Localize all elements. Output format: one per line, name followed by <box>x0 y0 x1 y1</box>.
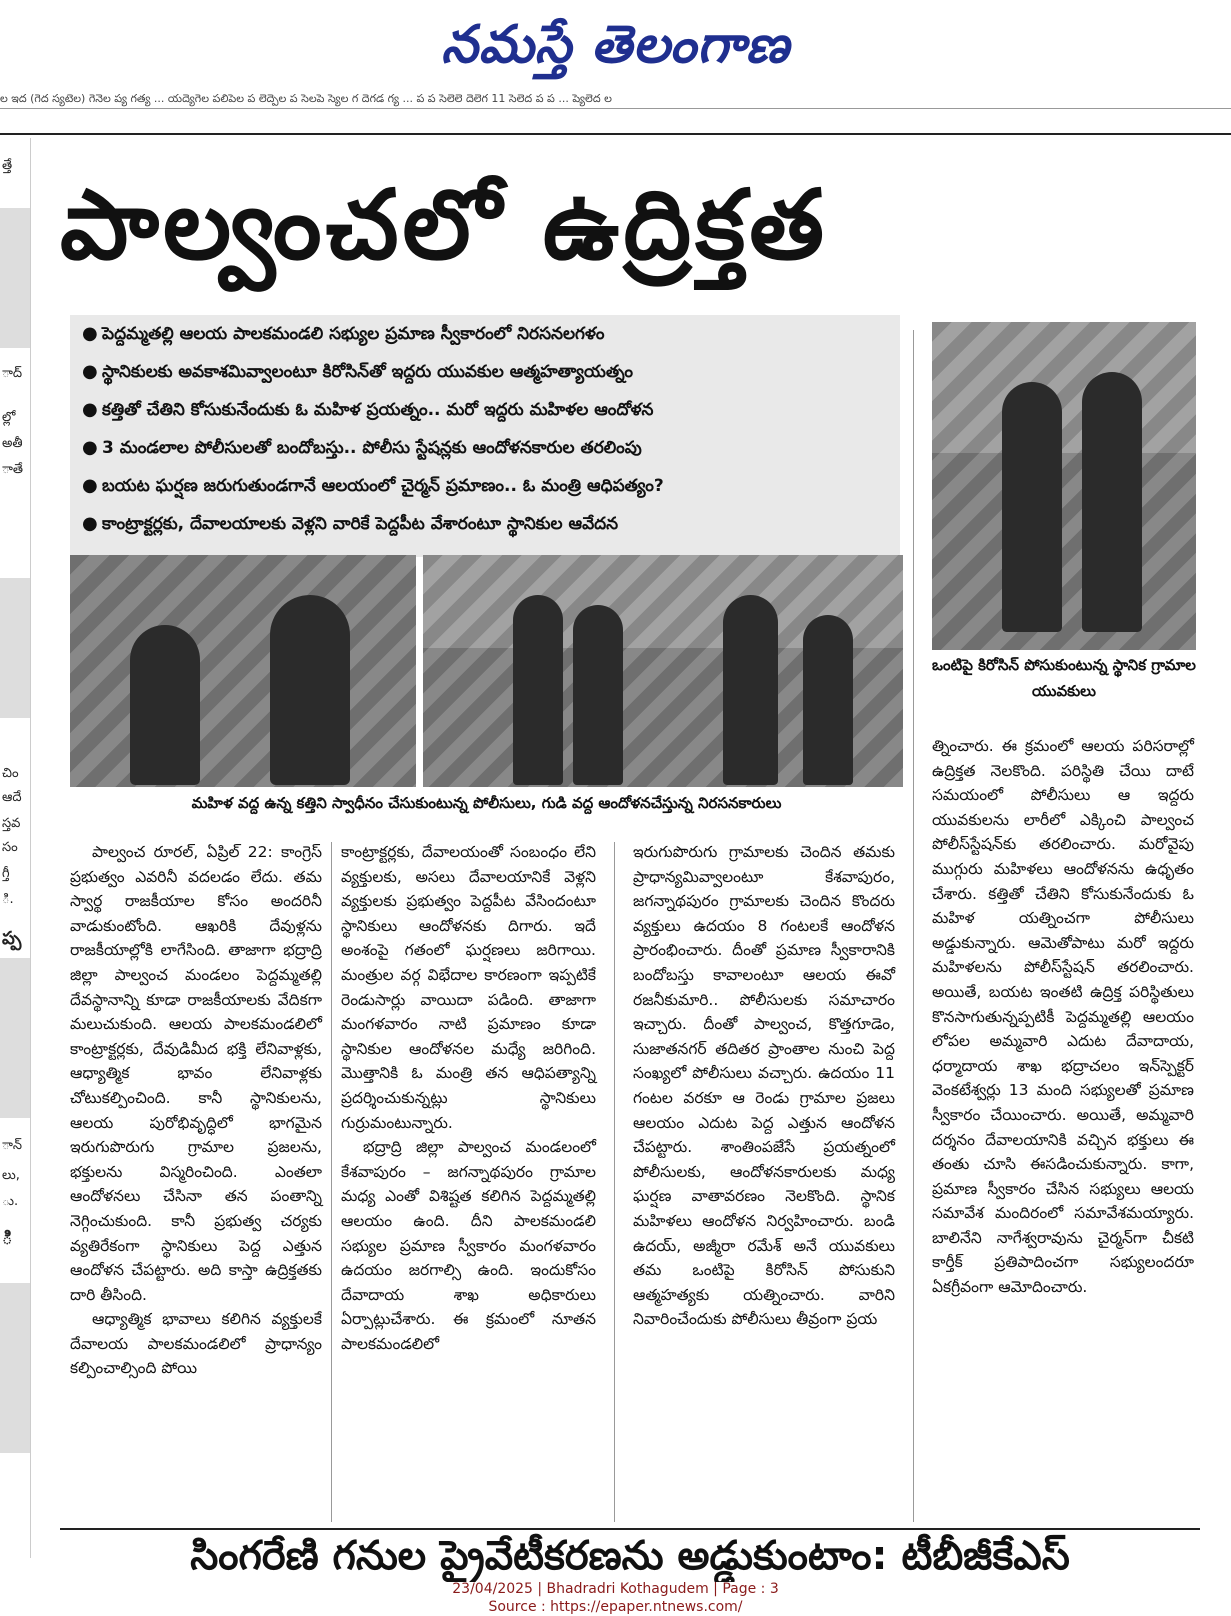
left-snippet: ు. <box>2 1194 19 1209</box>
photo-figure <box>573 605 623 785</box>
column-divider <box>913 330 914 1522</box>
highlight-item <box>70 391 900 429</box>
photo-figure <box>270 595 350 785</box>
photo-figure <box>130 625 200 785</box>
left-snippet: ాతే <box>2 462 24 477</box>
masthead <box>0 0 1231 92</box>
secondary-headline: సింగరేణి గనుల ప్రైవేటీకరణను అడ్డుకుంటాం: టీబీజీకేఎస్ <box>60 1528 1200 1582</box>
left-photo-fragment <box>0 578 30 718</box>
footer-date-edition: 23/04/2025 | Bhadradri Kothagudem | Page : 3 <box>452 1581 779 1597</box>
left-snippet: ాద్ <box>2 366 23 381</box>
left-photo-fragment <box>0 1283 30 1453</box>
article-paragraph: ఆధ్యాత్మిక భావాలు కలిగిన వ్యక్తులకే దేవాలయ పాలకమండలిలో ప్రాధాన్యం కల్పించాల్సింది పోయి <box>70 1310 322 1378</box>
bullet-icon: ● <box>82 475 98 496</box>
left-snippet: ఆదే <box>2 790 22 805</box>
ticker-strip: ల ఇద (గెద స్యటెల) గెనెల ప్య గత్య ... యద్యెగెల పలిపెల ప లెద్పెల ప సెలపె స్యెల గ దెగడ గ్య ... ప ప సెలెలె దెలెగ 11 సెలెద ప ప ... ప్యెలెద ల <box>0 92 1231 109</box>
article-paragraph: ఇరుగుపొరుగు గ్రామాలకు చెందిన తమకు ప్రాధాన్యమివ్వాలంటూ కేశవాపురం, జగన్నాథపురం గ్రామాలకు చెందిన కొందరు వ్యక్తులు ఉదయం 8 గంటలకే ఆందోళన ప్రారంభించారు. దీంతో ప్రమాణ స్వీకారానికి బందోబస్తు కావాలంటూ ఆలయ ఈవో రజనీకుమారి.. పోలీసులకు సమాచారం ఇచ్చారు. దీంతో పాల్వంచ, కొత్తగూడెం, సుజాతనగర్ తదితర ప్రాంతాల నుంచి పెద్ద సంఖ్యలో పోలీసులు వచ్చారు. ఉదయం 11 గంటల వరకూ ఆ రెండు గ్రామాల ప్రజలు ఆలయం ఎదుట పెద్ద ఎత్తున ఆందోళన చేపట్టారు. శాంతింపజేసే ప్రయత్నంలో పోలీసులకు, ఆందోళనకారులకు మధ్య ఘర్షణ వాతావరణం నెలకొంది. స్థానిక మహిళలు ఆందోళన నిర్వహించారు. బండి ఉదయ్, అజ్మీరా రమేశ్ అనే యువకులు తమ ఒంటిపై కిరోసిన్ పోసుకుని ఆత్మహత్యకు యత్నించారు. వారిని నివారించేందుకు పోలీసులు తీవ్రంగా ప్రయ <box>633 843 895 1329</box>
left-snippet: గ్తీ <box>2 866 10 881</box>
left-snippet: ాన్ <box>2 1138 23 1153</box>
left-snippet: త్తే <box>2 158 13 173</box>
highlight-text: బయట ఘర్షణ జరుగుతుండగానే ఆలయంలో చైర్మన్ ప్రమాణం.. ఓ మంత్రి ఆధిపత్యం? <box>102 476 664 496</box>
article-paragraph: భద్రాద్రి జిల్లా పాల్వంచ మండలంలో కేశవాపురం – జగన్నాథపురం గ్రామాల మధ్య ఎంతో విశిష్టత కలిగిన పెద్దమ్మతల్లి ఆలయం ఉంది. దీని పాలకమండలి సభ్యుల ప్రమాణ స్వీకారం మంగళవారం ఉదయం జరగాల్సి ఉంది. ఇందుకోసం దేవాదాయ శాఖ అధికారులు ఏర్పాట్లుచేశారు. ఈ క్రమంలో నూతన పాలకమండలిలో <box>341 1138 596 1353</box>
article-paragraph: కాంట్రాక్టర్లకు, దేవాలయంతో సంబంధం లేని వ్యక్తులకు, అసలు దేవాలయానికే వెళ్లని వ్యక్తులకు ప్రభుత్వం పెద్దపీట వేసిందంటూ స్థానికులు ఆందోళనకు దిగారు. ఇదే అంశంపై గతంలో ఘర్షణలు జరిగాయి. మంత్రుల వర్గ విభేదాల కారణంగా ఇప్పటికే రెండుసార్లు వాయిదా పడింది. తాజాగా మంగళవారం నాటి ప్రమాణం కూడా స్థానికుల ఆందోళనల మధ్యే జరిగింది. మొత్తానికి ఓ మంత్రి తన ఆధిపత్యాన్ని ప్రదర్శించుకున్నట్లు స్థానికులు గుర్రుమంటున్నారు. <box>341 843 596 1132</box>
left-snippet: ి. <box>2 892 14 907</box>
highlight-item <box>70 353 900 391</box>
highlight-text: పెద్దమ్మతల్లి ఆలయ పాలకమండలి సభ్యుల ప్రమాణ స్వీకారంలో నిరసనలగళం <box>102 324 605 344</box>
bullet-icon: ● <box>82 437 98 458</box>
article-column-2 <box>341 840 596 1356</box>
highlights-box <box>70 315 900 557</box>
photo-figure <box>513 595 563 785</box>
newspaper-title: నమస్తే తెలంగాణ <box>441 14 790 75</box>
left-snippet: ి <box>2 1228 13 1249</box>
left-photo-fragment <box>0 208 30 348</box>
left-snippet: చిం <box>2 766 19 781</box>
highlight-text: కత్తితో చేతిని కోసుకునేందుకు ఓ మహిళ ప్రయత్నం.. మరో ఇద్దరు మహిళల ఆందోళన <box>102 400 654 420</box>
highlight-item <box>70 315 900 353</box>
right-photo-caption: ఒంటిపై కిరోసిన్ పోసుకుంటున్న స్థానిక గ్రామాల యువకులు <box>932 656 1196 700</box>
column-divider <box>331 842 332 1522</box>
left-snippet: సం <box>2 840 18 855</box>
highlight-text: 3 మండలాల పోలీసులతో బందోబస్తు.. పోలీసు స్టేషన్లకు ఆందోళనకారుల తరలింపు <box>102 438 642 458</box>
photo-figure <box>803 615 853 785</box>
left-snippet: అతీ <box>2 436 23 451</box>
article-column-1 <box>70 840 322 1381</box>
bullet-icon: ● <box>82 513 98 534</box>
bottom-photos-caption: మహిళ వద్ద ఉన్న కత్తిని స్వాధీనం చేసుకుంటున్న పోలీసులు, గుడి వద్ద ఆందోళనచేస్తున్న నిరసనకారులు <box>191 794 782 812</box>
bullet-icon: ● <box>82 361 98 382</box>
article-column-3 <box>633 840 895 1332</box>
page-footer <box>0 1580 1231 1616</box>
left-adjacent-column <box>0 138 31 1558</box>
temple-protest-photo <box>423 555 903 787</box>
bullet-icon: ● <box>82 399 98 420</box>
photo-figure <box>1082 372 1142 632</box>
left-snippet: లు, <box>2 1168 20 1183</box>
left-snippet: ల్లో <box>2 410 16 425</box>
main-headline: పాల్వంచలో ఉద్రిక్తత <box>60 169 828 281</box>
column-divider <box>614 842 615 1522</box>
article-column-4: త్నించారు. ఈ క్రమంలో ఆలయ పరిసరాల్లో ఉద్రిక్తత నెలకొంది. పరిస్థితి చేయి దాటే సమయంలో పోలీసులు ఆ ఇద్దరు యువకులను లారీలో ఎక్కించి పాల్వంచ పోలీస్‌స్టేషన్‌కు తరలించారు. మరోవైపు ముగ్గురు మహిళలు ఆందోళనను ఉధృతం చేశారు. కత్తితో చేతిని కోసుకునేందుకు ఓ మహిళ యత్నించగా పోలీసులు అడ్డుకున్నారు. ఆమెతోపాటు మరో ఇద్దరు మహిళలను పోలీస్‌స్టేషన్ తరలించారు. అయితే, బయట ఇంతటి ఉద్రిక్త పరిస్థితులు కొనసాగుతున్నప్పటికీ పెద్దమ్మతల్లి ఆలయం లోపల అమ్మవారి ఎదుట దేవాదాయ, ధర్మాదాయ శాఖ భద్రాచలం ఇన్‌స్పెక్టర్ వెంకటేశ్వర్లు 13 మంది సభ్యులతో ప్రమాణ స్వీకారం చేయించారు. అయితే, అమ్మవారి దర్శనం దేవాలయానికి వచ్చిన భక్తులు ఈ తంతు చూసి ఈసడించుకున్నారు. కాగా, ప్రమాణ స్వీకారం చేసిన సభ్యులు ఆలయ సమావేశ మందిరంలో సమావేశమయ్యారు. బాలినేని నాగేశ్వరావును చైర్మన్‌గా చీకటి కార్తీక్ ప్రతిపాదించగా సభ్యులందరూ ఏకగ్రీవంగా ఆమోదించారు. <box>932 737 1194 1297</box>
photo-figure <box>723 595 778 785</box>
article-paragraph: పాల్వంచ రూరల్, ఏప్రిల్ 22: కాంగ్రెస్ ప్రభుత్వం ఎవరినీ వదలడం లేదు. తమ స్వార్థ రాజకీయాల కోసం అందరినీ వాడుకుంటోంది. ఆఖరికి దేవుళ్లను రాజకీయాల్లోకి లాగేసింది. తాజాగా భద్రాద్రి జిల్లా పాల్వంచ మండలం పెద్దమ్మతల్లి దేవస్థానాన్ని కూడా రాజకీయాలకు వేదికగా మలుచుకుంది. ఆలయ పాలకమండలిలో కాంట్రాక్టర్లకు, దేవుడిమీద భక్తి లేనివాళ్లకు, ఆధ్యాత్మిక భావం లేనివాళ్లకు చోటుకల్పించింది. కానీ స్థానికులను, ఆలయ పురోభివృద్ధిలో భాగమైన ఇరుగుపొరుగు గ్రామాల ప్రజలను, భక్తులను విస్మరించింది. ఎంతలా ఆందోళనలు చేసినా తన పంతాన్ని నెగ్గించుకుంది. కానీ ప్రభుత్వ చర్యకు వ్యతిరేకంగా స్థానికులు పెద్ద ఎత్తున ఆందోళన చేపట్టారు. అది కాస్తా ఉద్రిక్తతకు దారి తీసింది. <box>70 843 322 1304</box>
highlight-text: స్థానికులకు అవకాశమివ్వాలంటూ కిరోసిన్‌తో ఇద్దరు యువకుల ఆత్మహత్యాయత్నం <box>102 362 633 382</box>
footer-source: Source : https://epaper.ntnews.com/ <box>488 1599 743 1615</box>
left-snippet: ప్ప <box>2 928 22 949</box>
bullet-icon: ● <box>82 323 98 344</box>
police-seizing-knife-photo <box>70 555 416 787</box>
top-divider <box>0 133 1231 135</box>
photo-figure <box>1002 382 1062 632</box>
highlight-item <box>70 467 900 505</box>
highlight-item <box>70 505 900 543</box>
highlight-text: కాంట్రాక్టర్లకు, దేవాలయాలకు వెళ్లని వారికే పెద్దపీట వేశారంటూ స్థానికుల ఆవేదన <box>102 514 619 534</box>
highlight-item <box>70 429 900 467</box>
left-snippet: స్తవ <box>2 816 21 831</box>
left-photo-fragment <box>0 958 30 1118</box>
youths-kerosene-photo <box>932 322 1196 650</box>
